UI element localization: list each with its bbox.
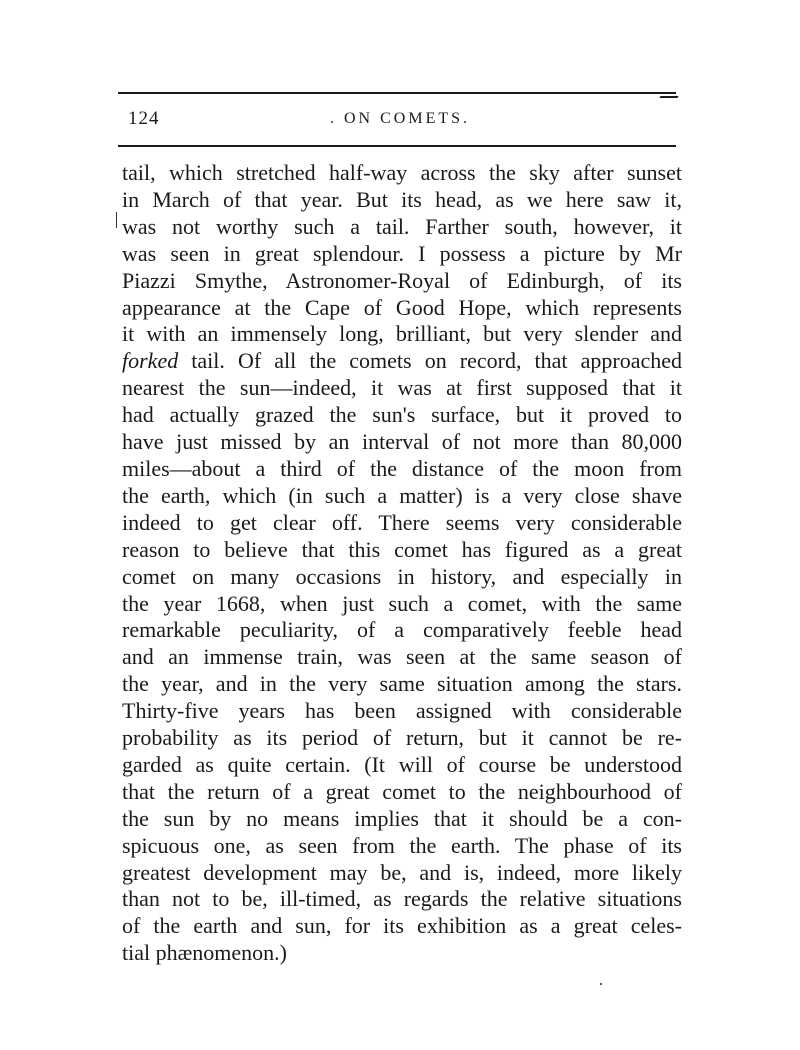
header-rule-ornament xyxy=(659,96,678,98)
text-line: forked tail. Of all the comets on record, that approached xyxy=(122,348,682,374)
text-line: in March of that year. But its head, as we here saw it, xyxy=(122,186,682,212)
text-line: nearest the sun—indeed, it was at first supposed that it xyxy=(122,375,682,401)
text-line: and an immense train, was seen at the same season of xyxy=(122,644,682,670)
page-number: 124 xyxy=(128,108,160,129)
text-line: was not worthy such a tail. Farther south, however, it xyxy=(122,213,682,239)
text-line: Piazzi Smythe, Astronomer-Royal of Edinburgh, of its xyxy=(122,267,682,293)
text-line: was seen in great splendour. I possess a picture by Mr xyxy=(122,240,682,266)
header-bottom-rule xyxy=(118,145,676,147)
text-line: tial phænomenon.) xyxy=(122,940,287,966)
print-speck xyxy=(600,983,602,985)
text-line: the sun by no means implies that it should be a con- xyxy=(122,805,682,831)
margin-mark xyxy=(116,212,117,228)
text-line: garded as quite certain. (It will of course be understood xyxy=(122,751,682,777)
text-line: it with an immensely long, brilliant, but very slender and xyxy=(122,321,682,347)
text-line: spicuous one, as seen from the earth. The phase of its xyxy=(122,832,682,858)
text-line: remarkable peculiarity, of a comparatively feeble head xyxy=(122,617,682,643)
text-line: have just missed by an interval of not more than 80,000 xyxy=(122,429,682,455)
text-line: had actually grazed the sun's surface, but it proved to xyxy=(122,402,682,428)
text-line: tail, which stretched half-way across the sky after sunset xyxy=(122,160,682,185)
running-title: . ON COMETS. xyxy=(330,110,471,127)
emphasis-forked: forked xyxy=(122,348,179,374)
text-line: than not to be, ill-timed, as regards the relative situations xyxy=(122,886,682,912)
text-line: that the return of a great comet to the neighbourhood of xyxy=(122,778,682,804)
text-line: probability as its period of return, but it cannot be re- xyxy=(122,725,682,751)
text-line: Thirty-five years has been assigned with considerable xyxy=(122,698,682,724)
text-line: the year 1668, when just such a comet, with the same xyxy=(122,590,682,616)
text-line: indeed to get clear off. There seems very considerable xyxy=(122,509,682,535)
text-line: greatest development may be, and is, indeed, more likely xyxy=(122,859,682,885)
header-top-rule xyxy=(118,92,676,94)
text-line: comet on many occasions in history, and especially in xyxy=(122,563,682,589)
text-line: reason to believe that this comet has figured as a great xyxy=(122,536,682,562)
text-line: miles—about a third of the distance of the moon from xyxy=(122,455,682,481)
text-line: the earth, which (in such a matter) is a very close shave xyxy=(122,482,682,508)
text-line: appearance at the Cape of Good Hope, which represents xyxy=(122,294,682,320)
body-text xyxy=(122,160,682,967)
text-line: of the earth and sun, for its exhibition as a great celes- xyxy=(122,913,682,939)
text-line: the year, and in the very same situation among the stars. xyxy=(122,671,682,697)
